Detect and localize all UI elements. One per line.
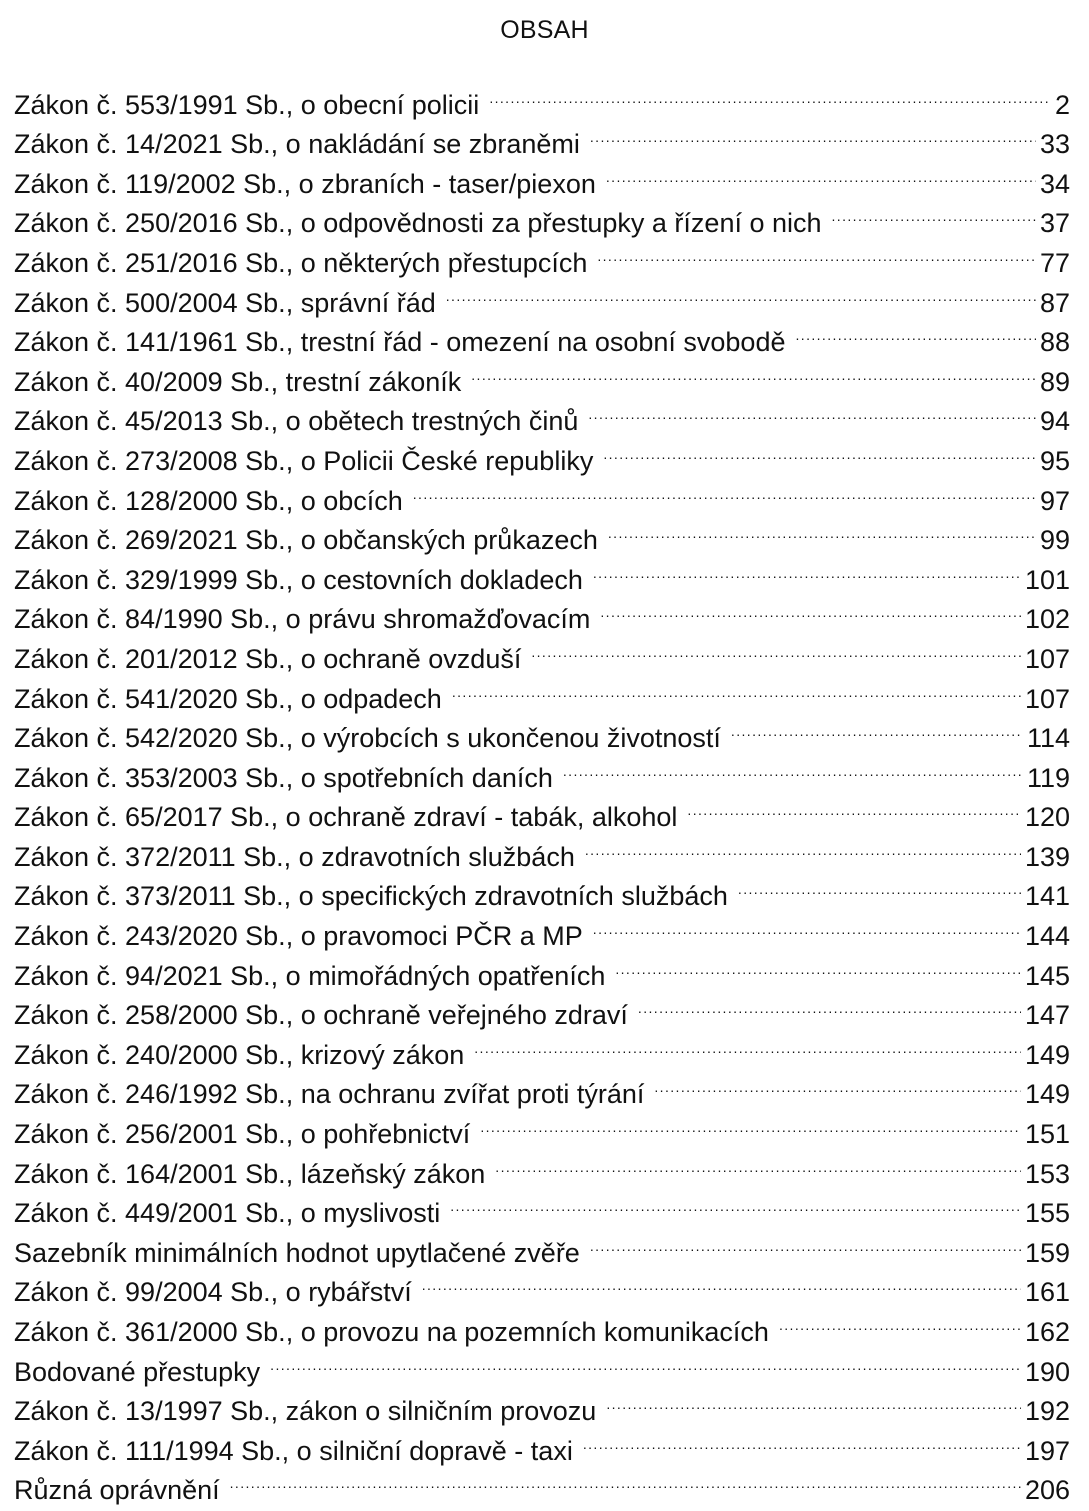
toc-entry-label: Zákon č. 269/2021 Sb., o občanských průkazech [14, 525, 598, 556]
dot-leader [422, 1262, 1021, 1302]
toc-entry-label: Zákon č. 542/2020 Sb., o výrobcích s ukončenou životností [14, 723, 721, 754]
toc-entry-page-number: 102 [1024, 604, 1070, 635]
dot-leader [606, 153, 1036, 193]
toc-entry-page-number: 155 [1024, 1198, 1070, 1229]
toc-entry-label: Zákon č. 273/2008 Sb., o Policii České republiky [14, 445, 594, 476]
toc-entry-page-number: 192 [1024, 1396, 1070, 1427]
toc-entry-label: Zákon č. 251/2016 Sb., o některých přestupcích [14, 247, 588, 278]
toc-entry-page-number: 206 [1024, 1475, 1070, 1506]
dot-leader [832, 193, 1036, 233]
toc-entry-label: Zákon č. 40/2009 Sb., trestní zákoník [14, 366, 462, 397]
dot-leader [638, 985, 1021, 1025]
dot-leader [608, 510, 1036, 550]
toc-entry-page-number: 107 [1024, 683, 1070, 714]
dot-leader [270, 1341, 1021, 1381]
dot-leader [585, 826, 1021, 866]
toc-entry-page-number: 87 [1039, 287, 1070, 318]
page-title: OBSAH [500, 16, 589, 44]
toc-entry-label: Zákon č. 329/1999 Sb., o cestovních dokladech [14, 564, 583, 595]
toc-entry-label: Různá oprávnění [14, 1475, 220, 1506]
toc-entry-label: Zákon č. 119/2002 Sb., o zbraních - taser/piexon [14, 168, 596, 199]
toc-entry-page-number: 153 [1024, 1158, 1070, 1189]
toc-entry-label: Zákon č. 13/1997 Sb., zákon o silničním provozu [14, 1396, 597, 1427]
dot-leader [230, 1460, 1021, 1500]
toc-entry-page-number: 34 [1039, 168, 1070, 199]
toc-entry-page-number: 77 [1039, 247, 1070, 278]
toc-entry-page-number: 120 [1024, 802, 1070, 833]
toc-entry-label: Zákon č. 373/2011 Sb., o specifických zdravotních službách [14, 881, 728, 912]
dot-leader [606, 1381, 1021, 1421]
dot-leader [654, 1064, 1021, 1104]
toc-entry-label: Zákon č. 141/1961 Sb., trestní řád - omezení na osobní svobodě [14, 327, 786, 358]
toc-entry-label: Sazebník minimálních hodnot upytlačené zvěře [14, 1237, 580, 1268]
dot-leader [588, 391, 1036, 431]
dot-leader [687, 787, 1021, 827]
dot-leader [474, 1024, 1021, 1064]
dot-leader [597, 232, 1036, 272]
toc-entry-label: Zákon č. 45/2013 Sb., o obětech trestných činů [14, 406, 579, 437]
toc-entry-page-number: 97 [1039, 485, 1070, 516]
toc-entry-page-number: 119 [1026, 762, 1070, 793]
toc-entry-label: Zákon č. 553/1991 Sb., o obecní policii [14, 89, 480, 120]
dot-leader [531, 628, 1021, 668]
toc-entry-page-number: 101 [1024, 564, 1070, 595]
table-of-contents [14, 74, 1070, 1506]
toc-entry-page-number: 89 [1039, 366, 1070, 397]
toc-entry-page-number: 159 [1024, 1237, 1070, 1268]
dot-leader [452, 668, 1021, 708]
toc-entry-label: Zákon č. 258/2000 Sb., o ochraně veřejného zdraví [14, 1000, 628, 1031]
toc-entry-label: Zákon č. 246/1992 Sb., na ochranu zvířat proti týrání [14, 1079, 645, 1110]
toc-entry-page-number: 147 [1024, 1000, 1070, 1031]
dot-leader [471, 351, 1036, 391]
toc-entry-label: Zákon č. 201/2012 Sb., o ochraně ovzduší [14, 643, 522, 674]
toc-entry-label: Zákon č. 14/2021 Sb., o nakládání se zbraněmi [14, 129, 580, 160]
toc-entry-page-number: 162 [1024, 1317, 1070, 1347]
toc-entry-label: Zákon č. 65/2017 Sb., o ochraně zdraví - tabák, alkohol [14, 802, 678, 833]
dot-leader [600, 589, 1021, 629]
toc-entry-page-number: 144 [1024, 921, 1070, 952]
dot-leader [563, 747, 1023, 787]
dot-leader [795, 312, 1035, 352]
dot-leader [413, 470, 1036, 510]
dot-leader [446, 272, 1036, 312]
toc-entry-page-number: 141 [1024, 881, 1070, 912]
toc-entry-label: Zákon č. 94/2021 Sb., o mimořádných opatřeních [14, 960, 606, 991]
toc-entry-label: Bodované přestupky [14, 1356, 261, 1387]
toc-entry[interactable] [14, 74, 1070, 120]
dot-leader [603, 430, 1036, 470]
toc-entry-label: Zákon č. 541/2020 Sb., o odpadech [14, 683, 442, 714]
toc-entry-label: Zákon č. 250/2016 Sb., o odpovědnosti za přestupky a řízení o nich [14, 208, 822, 239]
toc-entry-label: Zákon č. 240/2000 Sb., krizový zákon [14, 1039, 465, 1070]
toc-entry-label: Zákon č. 99/2004 Sb., o rybářství [14, 1277, 412, 1308]
dot-leader [590, 114, 1036, 154]
dot-leader [583, 1420, 1021, 1460]
toc-entry-label: Zákon č. 256/2001 Sb., o pohřebnictví [14, 1119, 471, 1150]
toc-entry-label: Zákon č. 128/2000 Sb., o obcích [14, 485, 403, 516]
toc-entry-label: Zákon č. 449/2001 Sb., o myslivosti [14, 1198, 441, 1229]
toc-entry-page-number: 161 [1024, 1277, 1070, 1308]
dot-leader [495, 1143, 1021, 1183]
toc-entry-page-number: 114 [1026, 723, 1070, 754]
toc-entry-page-number: 107 [1024, 643, 1070, 674]
toc-entry-label: Zákon č. 111/1994 Sb., o silniční dopravě - taxi [14, 1435, 573, 1466]
dot-leader [590, 1222, 1021, 1262]
dot-leader [779, 1301, 1021, 1341]
dot-leader [593, 549, 1021, 589]
toc-entry-label: Zákon č. 164/2001 Sb., lázeňský zákon [14, 1158, 486, 1189]
toc-entry-label: Zákon č. 361/2000 Sb., o provozu na pozemních komunikacích [14, 1317, 769, 1347]
toc-entry-page-number: 88 [1039, 327, 1070, 358]
dot-leader [738, 866, 1021, 906]
toc-entry-page-number: 33 [1039, 129, 1070, 160]
dot-leader [731, 708, 1023, 748]
toc-entry-page-number: 94 [1039, 406, 1070, 437]
toc-entry-label: Zákon č. 372/2011 Sb., o zdravotních službách [14, 841, 575, 872]
dot-leader [593, 905, 1021, 945]
dot-leader [615, 945, 1021, 985]
toc-entry-page-number: 2 [1054, 89, 1070, 120]
toc-entry-page-number: 145 [1024, 960, 1070, 991]
dot-leader [489, 74, 1051, 114]
toc-entry-label: Zákon č. 243/2020 Sb., o pravomoci PČR a MP [14, 921, 583, 952]
toc-entry-label: Zákon č. 353/2003 Sb., o spotřebních daních [14, 762, 553, 793]
dot-leader [450, 1183, 1021, 1223]
toc-entry-page-number: 37 [1039, 208, 1070, 239]
toc-entry-page-number: 149 [1024, 1079, 1070, 1110]
toc-entry-page-number: 95 [1039, 445, 1070, 476]
toc-entry-page-number: 151 [1024, 1119, 1070, 1150]
toc-entry-page-number: 139 [1024, 841, 1070, 872]
toc-entry-page-number: 99 [1039, 525, 1070, 556]
toc-entry-label: Zákon č. 84/1990 Sb., o právu shromažďovacím [14, 604, 591, 635]
toc-entry-page-number: 190 [1024, 1356, 1070, 1387]
toc-entry-label: Zákon č. 500/2004 Sb., správní řád [14, 287, 436, 318]
toc-entry-page-number: 149 [1024, 1039, 1070, 1070]
toc-entry-page-number: 197 [1024, 1435, 1070, 1466]
dot-leader [480, 1103, 1021, 1143]
